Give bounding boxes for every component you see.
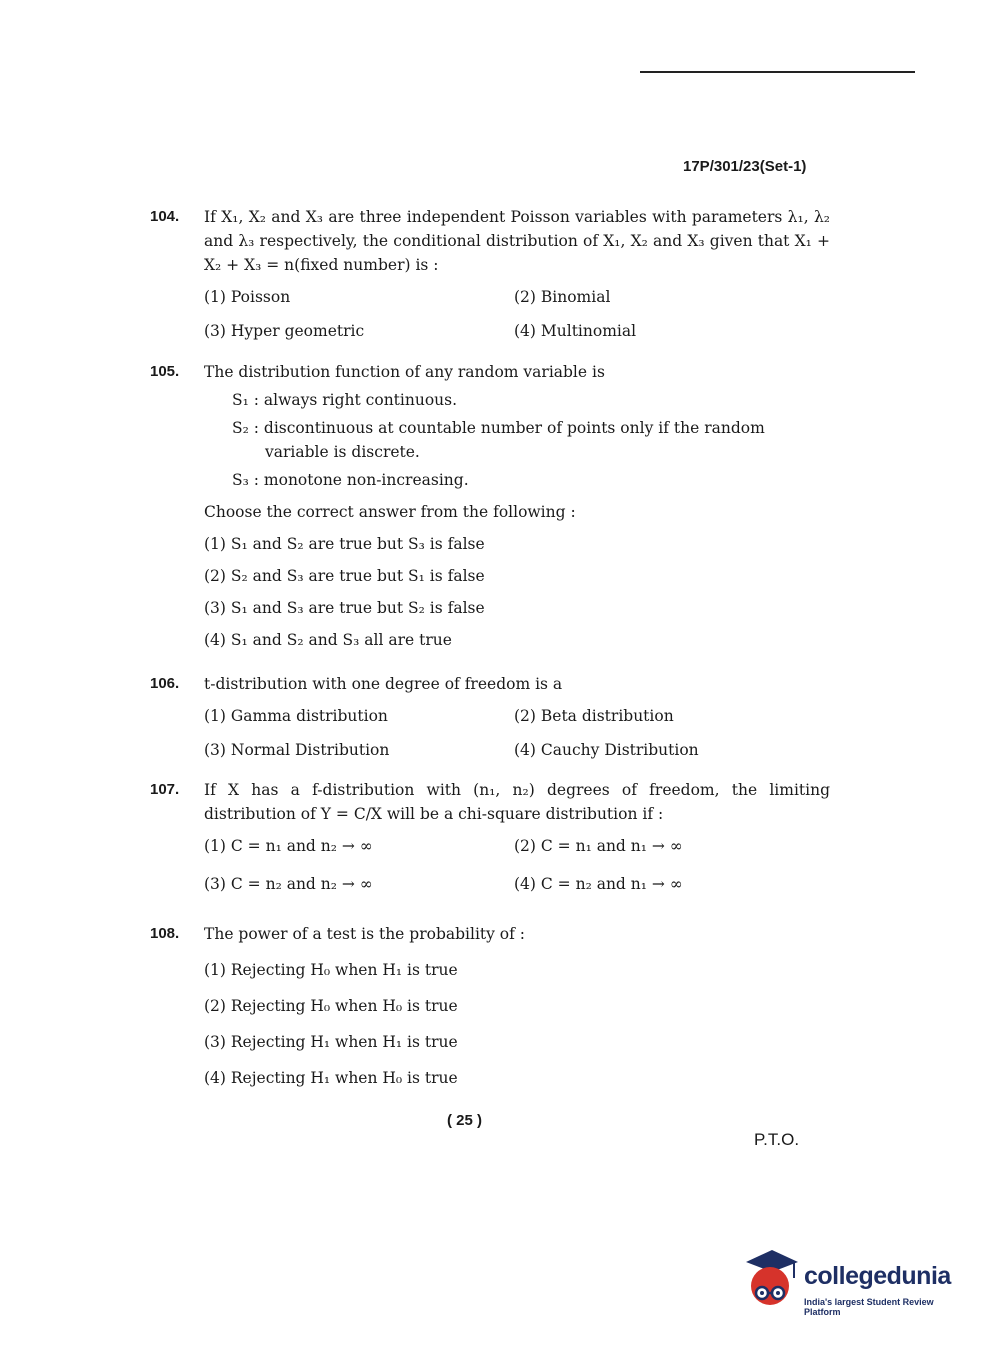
statement: S₂ : discontinuous at countable number of points only if the random variable is discrete.: [232, 419, 765, 461]
option: (4) Cauchy Distribution: [514, 741, 699, 759]
option: (3) Normal Distribution: [204, 741, 390, 759]
question-number: 106.: [150, 675, 180, 692]
collegedunia-logo: [742, 1248, 972, 1318]
option: (4) S₁ and S₂ and S₃ all are true: [204, 631, 452, 649]
question-105: [150, 360, 830, 652]
option: (1) Poisson: [204, 288, 291, 306]
option: (4) Rejecting H₁ when H₀ is true: [204, 1069, 458, 1087]
question-text: If X has a f-distribution with (n₁, n₂) degrees of freedom, the limiting distribution of Y = C/X will be a chi-square distribution if :: [204, 781, 830, 823]
option: (1) C = n₁ and n₂ → ∞: [204, 837, 373, 855]
statement: S₃ : monotone non-increasing.: [232, 471, 469, 489]
brand-name: collegedunia: [804, 1262, 951, 1290]
option: (3) Rejecting H₁ when H₁ is true: [204, 1033, 458, 1051]
question-104: [150, 205, 830, 343]
question-107: [150, 778, 830, 896]
question-number: 104.: [150, 208, 180, 225]
statement: S₁ : always right continuous.: [232, 391, 458, 409]
option: (1) Rejecting H₀ when H₁ is true: [204, 961, 458, 979]
header-rule: [640, 71, 915, 73]
option: (2) S₂ and S₃ are true but S₁ is false: [204, 567, 485, 585]
pto-label: P.T.O.: [754, 1130, 800, 1149]
question-number: 108.: [150, 925, 180, 942]
paper-code: 17P/301/23(Set-1): [683, 158, 807, 175]
option: (3) C = n₂ and n₂ → ∞: [204, 875, 373, 893]
option: (2) Rejecting H₀ when H₀ is true: [204, 997, 458, 1015]
option: (2) C = n₁ and n₁ → ∞: [514, 837, 683, 855]
question-text: If X₁, X₂ and X₃ are three independent Poisson variables with parameters λ₁, λ₂ and λ₃ respectively, the conditional distribution of X₁, X₂ and X₃ given that X₁ + X₂ + X₃ = n(fixed number) is :: [204, 208, 830, 274]
mascot-icon: [742, 1248, 800, 1310]
question-text: The power of a test is the probability of :: [204, 925, 526, 943]
option: (2) Binomial: [514, 288, 611, 306]
option: (1) Gamma distribution: [204, 707, 388, 725]
option: (4) Multinomial: [514, 322, 637, 340]
question-prompt: Choose the correct answer from the following :: [204, 503, 576, 521]
question-text: The distribution function of any random variable is: [204, 363, 605, 381]
option: (4) C = n₂ and n₁ → ∞: [514, 875, 683, 893]
question-106: [150, 672, 830, 762]
options-list: [204, 532, 830, 652]
question-text: t-distribution with one degree of freedom is a: [204, 675, 563, 693]
option: (3) S₁ and S₃ are true but S₂ is false: [204, 599, 485, 617]
option: (2) Beta distribution: [514, 707, 674, 725]
brand-tagline: India's largest Student Review Platform: [804, 1297, 934, 1317]
option: (1) S₁ and S₂ are true but S₃ is false: [204, 535, 485, 553]
options-grid: [204, 285, 830, 343]
page-number: ( 25 ): [447, 1112, 483, 1129]
statements: [232, 388, 830, 492]
options-list: [204, 958, 830, 1090]
options-grid: [204, 834, 830, 896]
question-108: [150, 922, 830, 1090]
question-number: 107.: [150, 781, 180, 798]
question-number: 105.: [150, 363, 180, 380]
options-grid: [204, 704, 830, 762]
option: (3) Hyper geometric: [204, 322, 365, 340]
